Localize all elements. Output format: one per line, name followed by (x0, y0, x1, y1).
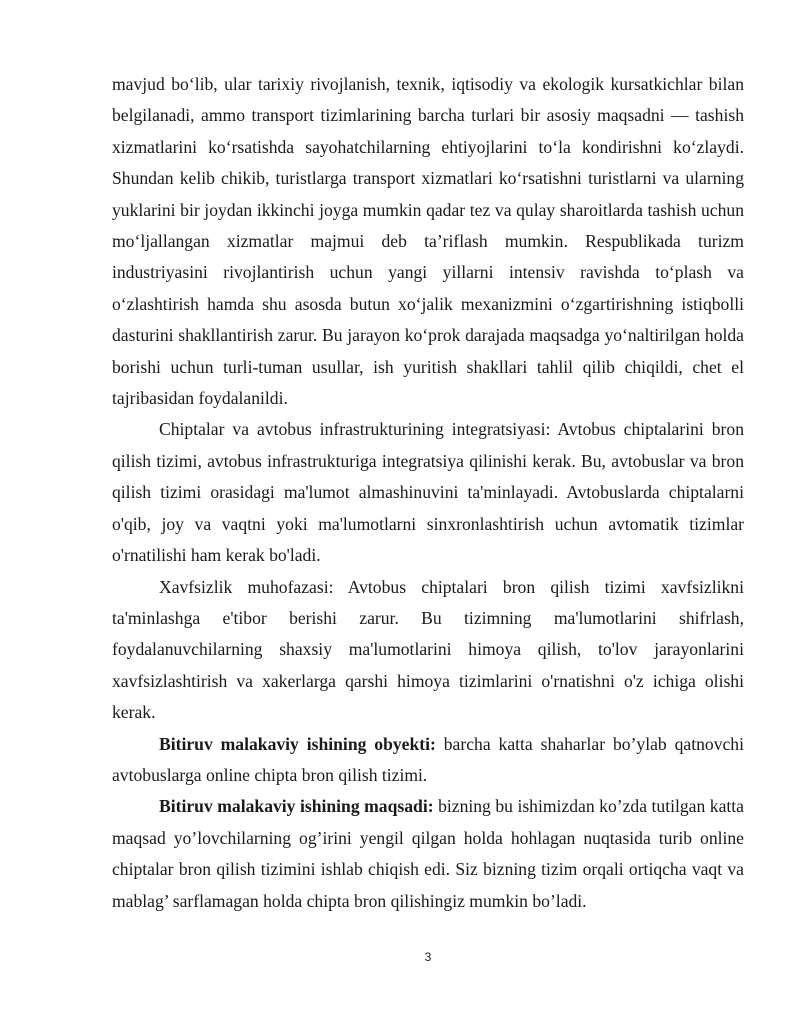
paragraph-text: Xavfsizlik muhofazasi: Avtobus chiptalari bron qilish tizimi xavfsizlikni ta'minlashga e'tibor berishi zarur. Bu tizimning ma'lumotlarini shifrlash, foydalanuvchilarning shaxsiy ma'lumotlarini himoya qilish, to'lov jarayonlarini xavfsizlashtirish va xakerlarga qarshi himoya tizimlarini o'rnatishni o'z ichiga olishi kerak. (112, 576, 744, 723)
paragraph-research-goal (112, 791, 744, 917)
paragraph-text: barcha katta shaharlar bo’ylab qatnovchi avtobuslarga online chipta bron qilish tizimi. (112, 733, 744, 785)
paragraph-security (112, 572, 744, 729)
paragraph-text: mavjud bo‘lib, ular tarixiy rivojlanish, texnik, iqtisodiy va ekologik kursatkichlar bilan belgilanadi, ammo transport tizimlarining barcha turlari bir asosiy maqsadni — tashish xizmatlarini ko‘rsatishda sayohatchilarning ehtiyojlarini to‘la kondirishni ko‘zlaydi. Shundan kelib chikib, turistlarga transport xizmatlari ko‘rsatishni turistlarni va ularning yuklarini bir joydan ikkinchi joyga mumkin qadar tez va qulay sharoitlarda tashish uchun mo‘ljallangan xizmatlar majmui deb ta’riflash mumkin. Respublikada turizm industriyasini rivojlantirish uchun yangi yillarni intensiv ravishda to‘plash va o‘zlashtirish hamda shu asosda butun xo‘jalik mexanizmini o‘zgartirishning istiqbolli dasturini shakllantirish zarur. Bu jarayon ko‘prok darajada maqsadga yo‘naltirilgan holda borishi uchun turli-tuman usullar, ish yuritish shakllari tahlil qilib chiqildi, chet el tajribasidan foydalanildi. (112, 74, 744, 409)
paragraph-transport-services (112, 69, 744, 414)
paragraph-lead-bold: Bitiruv malakaviy ishining obyekti: (159, 733, 436, 754)
paragraph-research-object (112, 729, 744, 792)
paragraph-infrastructure-integration (112, 414, 744, 571)
page-number: 3 (424, 950, 432, 964)
paragraph-text: Chiptalar va avtobus infrastrukturining integratsiyasi: Avtobus chiptalarini bron qilish tizimi, avtobus infrastrukturiga integratsiya qilinishi kerak. Bu, avtobuslar va bron qilish tizimi orasidagi ma'lumot almashinuvini ta'minlayadi. Avtobuslarda chiptalarni o'qib, joy va vaqtni yoki ma'lumotlarni sinxronlashtirish uchun avtomatik tizimlar o'rnatilishi ham kerak bo'ladi. (112, 419, 744, 566)
page-body (112, 69, 744, 917)
paragraph-text: bizning bu ishimizdan ko’zda tutilgan katta maqsad yo’lovchilarning og’irini yengil qilgan holda hohlagan nuqtasida turib online chiptalar bron qilish tizimini ishlab chiqish edi. Siz bizning tizim orqali ortiqcha vaqt va mablag’ sarflamagan holda chipta bron qilishingiz mumkin bo’ladi. (112, 796, 744, 911)
paragraph-lead-bold: Bitiruv malakaviy ishining maqsadi: (159, 796, 434, 817)
